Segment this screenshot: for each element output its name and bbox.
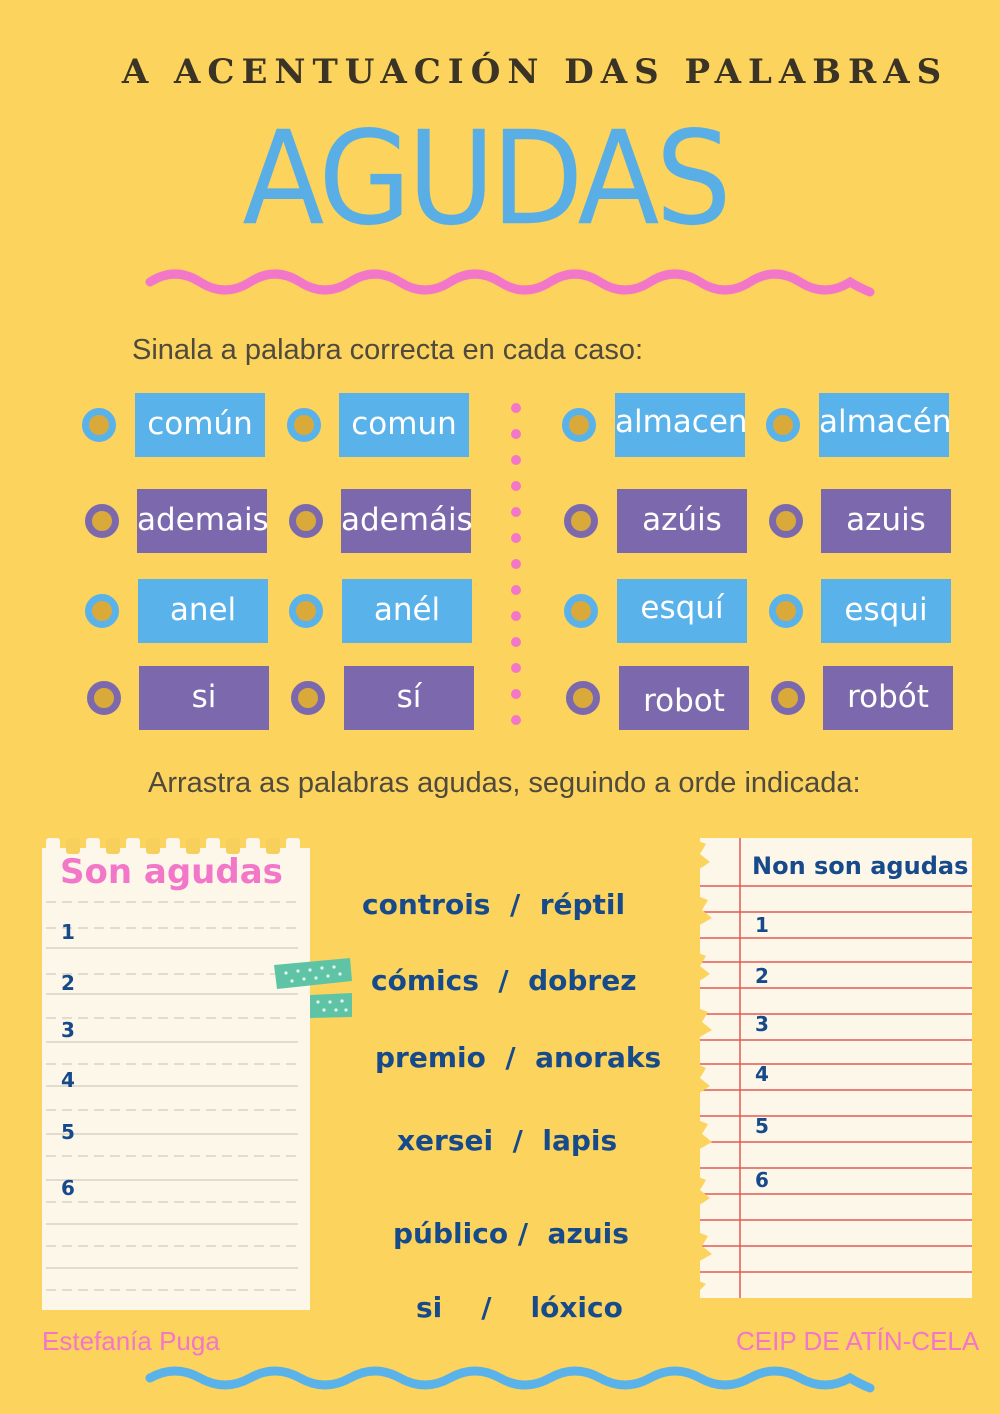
- list-number: 4: [61, 1068, 75, 1092]
- pair-separator: /: [517, 1217, 529, 1250]
- list-number: 2: [755, 964, 769, 988]
- word-option[interactable]: robot: [619, 666, 749, 730]
- pair-separator: /: [505, 1041, 516, 1074]
- radio-button[interactable]: [769, 594, 803, 628]
- drop-slot[interactable]: [780, 1108, 966, 1142]
- word-option[interactable]: anel: [138, 579, 268, 643]
- non-son-agudas-title: Non son agudas: [752, 852, 969, 880]
- worksheet-heading: A ACENTUACIÓN DAS PALABRAS: [121, 52, 949, 92]
- radio-button[interactable]: [287, 408, 321, 442]
- drop-slot[interactable]: [84, 1012, 300, 1046]
- draggable-word[interactable]: lapis: [542, 1124, 618, 1157]
- word-option[interactable]: ademais: [137, 489, 267, 553]
- draggable-word[interactable]: cómics: [371, 964, 479, 997]
- section1-instruction: Sinala a palabra correcta en cada caso:: [132, 334, 644, 366]
- radio-button[interactable]: [771, 681, 805, 715]
- list-number: 1: [61, 920, 75, 944]
- worksheet-title: AGUDAS: [242, 104, 728, 255]
- radio-button[interactable]: [85, 504, 119, 538]
- drop-slot[interactable]: [780, 907, 966, 941]
- word-pair: [375, 1041, 661, 1074]
- pair-separator: /: [512, 1124, 523, 1157]
- washi-tape: [272, 955, 354, 1021]
- drop-slot[interactable]: [780, 1162, 966, 1196]
- pink-wave-divider: [140, 262, 880, 306]
- drop-slot[interactable]: [780, 958, 966, 992]
- radio-button[interactable]: [766, 408, 800, 442]
- draggable-word[interactable]: premio: [375, 1041, 486, 1074]
- word-option[interactable]: si: [139, 666, 269, 730]
- radio-button[interactable]: [289, 504, 323, 538]
- drop-slot[interactable]: [84, 1062, 300, 1096]
- list-number: 4: [755, 1062, 769, 1086]
- draggable-word[interactable]: dobrez: [528, 964, 637, 997]
- draggable-word[interactable]: réptil: [539, 888, 626, 921]
- pair-separator: /: [498, 964, 509, 997]
- list-number: 6: [61, 1176, 75, 1200]
- word-pair: [397, 1124, 617, 1157]
- word-option[interactable]: azuis: [821, 489, 951, 553]
- word-option[interactable]: robót: [823, 666, 953, 730]
- draggable-word[interactable]: azuis: [547, 1217, 629, 1250]
- pair-separator: /: [481, 1291, 492, 1324]
- list-number: 5: [755, 1114, 769, 1138]
- drop-slot[interactable]: [780, 1056, 966, 1090]
- draggable-word[interactable]: anoraks: [535, 1041, 662, 1074]
- word-pair: [371, 964, 637, 997]
- list-number: 6: [755, 1168, 769, 1192]
- list-number: 5: [61, 1120, 75, 1144]
- drop-slot[interactable]: [84, 1114, 300, 1148]
- draggable-word[interactable]: lóxico: [530, 1291, 623, 1324]
- section2-instruction: Arrastra as palabras agudas, seguindo a orde indicada:: [148, 767, 861, 799]
- word-option[interactable]: comun: [339, 393, 469, 457]
- word-option[interactable]: común: [135, 393, 265, 457]
- draggable-word[interactable]: xersei: [397, 1124, 494, 1157]
- word-option[interactable]: ademáis: [341, 489, 471, 553]
- drop-slot[interactable]: [84, 1170, 300, 1204]
- list-number: 2: [61, 971, 75, 995]
- son-agudas-title: Son agudas: [60, 852, 283, 892]
- radio-button[interactable]: [87, 681, 121, 715]
- radio-button[interactable]: [564, 504, 598, 538]
- word-option[interactable]: almacen: [615, 393, 745, 457]
- word-pair: [416, 1291, 623, 1324]
- list-number: 3: [755, 1012, 769, 1036]
- list-number: 3: [61, 1018, 75, 1042]
- radio-button[interactable]: [566, 681, 600, 715]
- author-name: Estefanía Puga: [42, 1326, 220, 1356]
- word-option[interactable]: sí: [344, 666, 474, 730]
- pair-separator: /: [509, 888, 521, 921]
- drop-slot[interactable]: [84, 965, 300, 999]
- radio-button[interactable]: [769, 504, 803, 538]
- radio-button[interactable]: [564, 594, 598, 628]
- list-number: 1: [755, 913, 769, 937]
- radio-button[interactable]: [85, 594, 119, 628]
- word-option[interactable]: anél: [342, 579, 472, 643]
- radio-button[interactable]: [562, 408, 596, 442]
- radio-button[interactable]: [289, 594, 323, 628]
- drop-slot[interactable]: [780, 1006, 966, 1040]
- draggable-word[interactable]: público: [393, 1217, 509, 1250]
- draggable-word[interactable]: si: [416, 1291, 443, 1324]
- blue-wave-divider: [140, 1362, 880, 1402]
- draggable-word[interactable]: controis: [362, 888, 491, 921]
- drop-slot[interactable]: [84, 914, 300, 948]
- radio-button[interactable]: [291, 681, 325, 715]
- dotted-divider: [510, 400, 522, 730]
- word-option[interactable]: esqui: [821, 579, 951, 643]
- school-name: CEIP DE ATÍN-CELA: [736, 1326, 980, 1356]
- radio-button[interactable]: [82, 408, 116, 442]
- word-pair: [362, 888, 625, 921]
- word-option[interactable]: azúis: [617, 489, 747, 553]
- word-option[interactable]: almacén: [819, 393, 949, 457]
- word-option[interactable]: esquí: [617, 579, 747, 643]
- word-pair: [393, 1217, 629, 1250]
